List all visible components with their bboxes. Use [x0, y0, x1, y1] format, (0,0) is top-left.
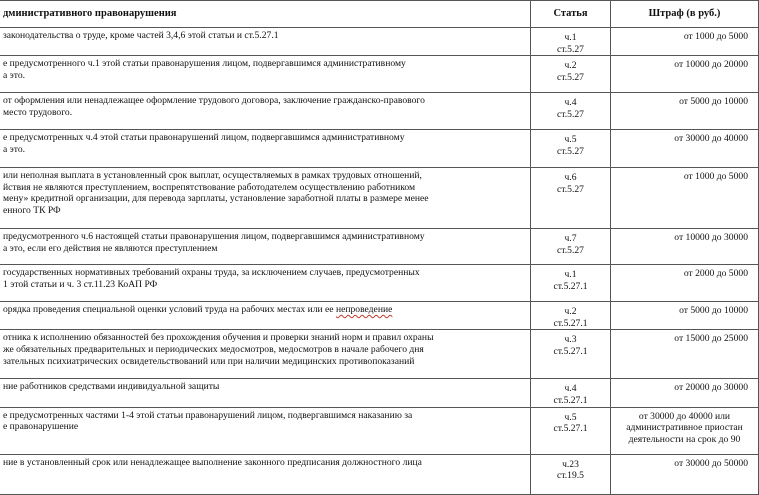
fine-cell [611, 454, 759, 494]
violation-text-line: предусмотренного ч.6 настоящей статьи правонарушения лицом, подвергавшимся административному [3, 231, 425, 243]
article-text: ч.5 [564, 134, 577, 146]
violation-text-line: место трудового. [3, 106, 73, 118]
violation-cell [0, 28, 531, 56]
violation-text-line: е правонарушение [3, 421, 79, 433]
article-text: ч.2 [564, 306, 577, 318]
violation-text-line: а это. [3, 143, 26, 155]
article-cell [531, 330, 611, 379]
violation-cell [0, 379, 531, 407]
violation-cell [0, 229, 531, 265]
fine-cell [611, 56, 759, 93]
article-text: ч.1 [564, 32, 577, 43]
fine-cell [611, 330, 759, 379]
violation-text-line: енного ТК РФ [3, 204, 61, 216]
article-text: ч.4 [564, 383, 577, 395]
article-cell [531, 130, 611, 168]
header-article: Статья [531, 1, 611, 28]
article-text: ст.5.27 [557, 145, 584, 157]
violation-text-line: е предусмотренных частями 1-4 этой статьи правонарушений лицом, подвергавшимся наказанию за [3, 409, 413, 421]
fine-amount: от 20000 до 30000 [674, 382, 748, 394]
header-fine: Штраф (в руб.) [611, 1, 759, 28]
table-row [0, 265, 759, 302]
violation-text-line: мену» кредитной организации, для перевода зарплаты, установление заработной платы в размере менее [3, 193, 429, 205]
article-text: ст.5.27.1 [553, 317, 588, 329]
article-text: ч.7 [564, 233, 577, 245]
violation-cell [0, 265, 531, 302]
article-text: ст.5.27.1 [553, 423, 588, 435]
violation-text-line: зательных психиатрических освидетельствований или при наличии медицинских противопоказаний [3, 355, 415, 367]
article-cell [531, 407, 611, 454]
article-cell [531, 379, 611, 407]
fine-cell [611, 407, 759, 454]
fine-amount: от 5000 до 10000 [679, 96, 748, 108]
violation-text-line: а это. [3, 69, 26, 81]
fine-amount: административное приостан [626, 422, 743, 434]
article-text: ст.5.27 [557, 108, 584, 120]
violation-text-line: законодательства о труде, кроме частей 3,4,6 этой статьи и ст.5.27.1 [3, 30, 279, 41]
violation-text-line: орядка проведения специальной оценки условий труда на рабочих местах или ее непроведение [3, 304, 393, 316]
article-text: ч.23 [562, 458, 579, 470]
header-violation: дминистративного правонарушения [0, 1, 531, 28]
table-row [0, 407, 759, 454]
article-text: ст.5.27 [557, 244, 584, 256]
fine-cell [611, 229, 759, 265]
fine-cell [611, 28, 759, 56]
spellcheck-underlined-word: непроведение [335, 304, 393, 316]
fine-amount: от 10000 до 30000 [674, 232, 748, 244]
violation-text-line: или неполная выплата в установленный срок выплат, осуществляемых в рамках трудовых отношений, [3, 170, 422, 182]
violation-cell [0, 93, 531, 130]
fine-amount: деятельности на срок до 90 [628, 433, 741, 445]
violation-text-line: а это, если его действия не являются преступлением [3, 242, 218, 254]
article-text: ст.5.27 [557, 43, 584, 55]
violation-text-line: государственных нормативных требований охраны труда, за исключением случаев, предусмотренных [3, 267, 420, 279]
article-text: ст.5.27 [557, 183, 584, 195]
violation-cell [0, 168, 531, 229]
fine-amount: от 10000 до 20000 [674, 59, 748, 71]
article-text: ст.5.27 [557, 71, 584, 83]
violation-text-line: отника к исполнению обязанностей без прохождения обучения и проверки знаний норм и правил охраны [3, 332, 434, 344]
article-cell [531, 302, 611, 330]
violation-text-line: от оформления или ненадлежащее оформление трудового договора, заключение гражданско-правового [3, 95, 425, 107]
article-text: ст.5.27.1 [553, 280, 588, 292]
article-cell [531, 168, 611, 229]
article-cell [531, 265, 611, 302]
fine-amount: от 30000 до 40000 или [638, 410, 731, 422]
article-text: ч.1 [564, 269, 577, 281]
table-row [0, 379, 759, 407]
violation-text-line: е предусмотренного ч.1 этой статьи правонарушения лицом, подвергавшимся административному [3, 58, 406, 70]
fine-cell [611, 168, 759, 229]
violation-text-line: 1 этой статьи и ч. 3 ст.11.23 КоАП РФ [3, 278, 158, 290]
table-row [0, 302, 759, 330]
table-row [0, 330, 759, 379]
table-row [0, 130, 759, 168]
violation-cell [0, 302, 531, 330]
article-text: ч.5 [564, 411, 577, 423]
article-text: ч.4 [564, 97, 577, 109]
violation-text-line: ние работников средствами индивидуальной защиты [3, 381, 220, 393]
fine-amount: от 1000 до 5000 [683, 171, 748, 183]
fine-amount: от 2000 до 5000 [683, 268, 748, 280]
article-text: ст.19.5 [557, 470, 584, 482]
article-text: ст.5.27.1 [553, 345, 588, 357]
fine-cell [611, 302, 759, 330]
violation-cell [0, 454, 531, 494]
article-cell [531, 454, 611, 494]
violation-text-line: йствия не являются преступлением, воспрепятствование работодателем осуществлению работником [3, 181, 416, 193]
table-row [0, 28, 759, 56]
fine-amount: от 30000 до 40000 [674, 133, 748, 145]
fine-amount: от 5000 до 10000 [679, 305, 748, 317]
fine-amount: от 15000 до 25000 [674, 333, 748, 345]
article-text: ст.5.27.1 [553, 394, 588, 406]
table-row [0, 168, 759, 229]
article-text: ч.3 [564, 334, 577, 346]
fine-cell [611, 265, 759, 302]
violation-cell [0, 130, 531, 168]
table-header-row [0, 1, 759, 28]
violation-cell [0, 330, 531, 379]
table-row [0, 93, 759, 130]
table-row [0, 229, 759, 265]
violation-text-line: е предусмотренных ч.4 этой статьи правонарушений лицом, подвергавшимся административному [3, 132, 405, 144]
fine-amount: от 30000 до 50000 [674, 457, 748, 469]
violation-cell [0, 56, 531, 93]
article-cell [531, 229, 611, 265]
fine-cell [611, 130, 759, 168]
fine-cell [611, 379, 759, 407]
violation-cell [0, 407, 531, 454]
article-text: ч.2 [564, 60, 577, 72]
violation-text-line: же обязательных предварительных и периодических медосмотров, медосмотров в начале рабочего дня [3, 343, 424, 355]
article-cell [531, 56, 611, 93]
article-cell [531, 28, 611, 56]
article-cell [531, 93, 611, 130]
table-row [0, 56, 759, 93]
fine-amount: от 1000 до 5000 [683, 31, 748, 42]
fine-cell [611, 93, 759, 130]
article-text: ч.6 [564, 172, 577, 184]
violation-text-line: ние в установленный срок или ненадлежащее выполнение законного предписания должностного лица [3, 456, 422, 468]
table-row [0, 454, 759, 494]
